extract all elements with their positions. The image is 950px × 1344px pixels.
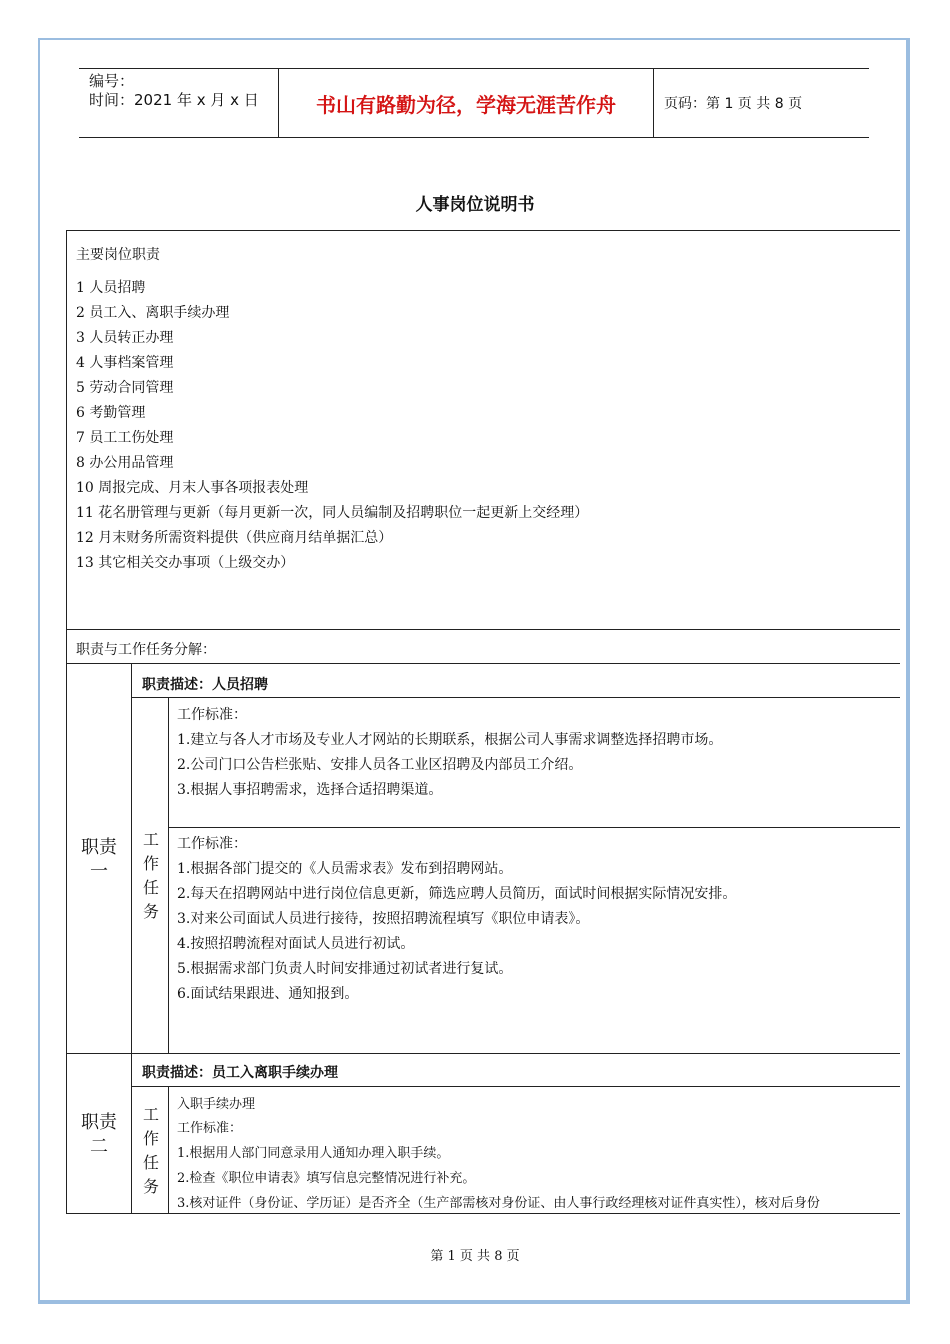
duty1-block2-line: 4.按照招聘流程对面试人员进行初试。 — [177, 936, 415, 952]
duty2-line: 1.根据用人部门同意录用人通知办理入职手续。 — [177, 1146, 450, 1161]
duty-list-item: 10 周报完成、月末人事各项报表处理 — [76, 480, 309, 496]
duty-list-item: 4 人事档案管理 — [76, 355, 174, 371]
document-header — [79, 68, 869, 138]
document-title: 人事岗位说明书 — [415, 195, 535, 215]
duty1-task-label: 工 作 任 务 — [142, 830, 159, 921]
duty2-line: 2.检查《职位申请表》填写信息完整情况进行补充。 — [177, 1171, 476, 1186]
breakdown-heading: 职责与工作任务分解： — [76, 642, 216, 658]
duty-list-item: 2 员工入、离职手续办理 — [76, 305, 230, 321]
duty1-block2-standard: 工作标准： — [177, 836, 247, 852]
duty1-block2-line: 6.面试结果跟进、通知报到。 — [177, 986, 359, 1002]
header-motto: 书山有路勤为径，学海无涯苦作舟 — [279, 69, 654, 137]
duty-list-item: 13 其它相关交办事项（上级交办） — [76, 555, 295, 571]
duty1-block2-line: 2.每天在招聘网站中进行岗位信息更新，筛选应聘人员简历，面试时间根据实际情况安排。 — [177, 886, 737, 902]
duty-list-item: 1 人员招聘 — [76, 280, 146, 296]
duty-list-item: 12 月末财务所需资料提供（供应商月结单据汇总） — [76, 530, 393, 546]
main-duties-heading: 主要岗位职责 — [76, 247, 160, 263]
duty2-subtitle: 入职手续办理 — [177, 1097, 256, 1112]
duty-list-item: 5 劳动合同管理 — [76, 380, 174, 396]
header-page-code: 页码：第 1 页 共 8 页 — [664, 96, 803, 112]
duty1-block2-line: 5.根据需求部门负责人时间安排通过初试者进行复试。 — [177, 961, 513, 977]
duty1-block2-line: 1.根据各部门提交的《人员需求表》发布到招聘网站。 — [177, 861, 513, 877]
duty-list-item: 3 人员转正办理 — [76, 330, 174, 346]
duty1-description: 职责描述：人员招聘 — [142, 677, 268, 693]
duty-list-item: 7 员工工伤处理 — [76, 430, 174, 446]
duty2-label: 职责 二 — [81, 1112, 117, 1157]
duty-list-item: 6 考勤管理 — [76, 405, 146, 421]
duty1-block1-standard: 工作标准： — [177, 707, 247, 723]
date-label: 时间：2021 年 x 月 x 日 — [89, 91, 259, 109]
duty2-description: 职责描述：员工入离职手续办理 — [142, 1065, 338, 1081]
duty-list-item: 8 办公用品管理 — [76, 455, 174, 471]
duty-list-item: 11 花名册管理与更新（每月更新一次，同人员编制及招聘职位一起更新上交经理） — [76, 505, 589, 521]
number-label: 编号： — [89, 72, 135, 90]
duty2-line: 3.核对证件（身份证、学历证）是否齐全（生产部需核对身份证、由人事行政经理核对证件真实性），核对后身份 — [177, 1196, 820, 1211]
duty1-block1-line: 3.根据人事招聘需求，选择合适招聘渠道。 — [177, 782, 443, 798]
header-meta — [79, 69, 279, 137]
duty1-block2-line: 3.对来公司面试人员进行接待，按照招聘流程填写《职位申请表》。 — [177, 911, 590, 927]
duty2-task-label: 工 作 任 务 — [142, 1105, 159, 1196]
duty1-label: 职责 一 — [81, 837, 117, 882]
duty1-block1-line: 1.建立与各人才市场及专业人才网站的长期联系，根据公司人事需求调整选择招聘市场。 — [177, 732, 723, 748]
page-footer: 第 1 页 共 8 页 — [430, 1249, 520, 1264]
duty2-standard: 工作标准： — [177, 1121, 243, 1136]
duty1-block1-line: 2.公司门口公告栏张贴、安排人员各工业区招聘及内部员工介绍。 — [177, 757, 583, 773]
